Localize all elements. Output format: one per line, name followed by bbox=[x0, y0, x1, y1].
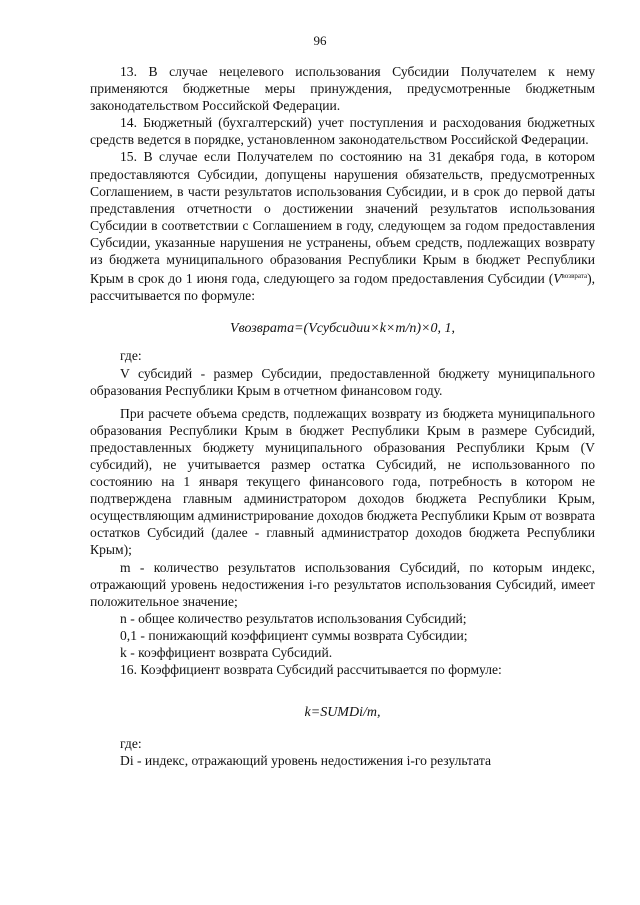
document-body bbox=[90, 63, 595, 769]
v-return-symbol: V bbox=[553, 271, 562, 287]
coefficient-formula-comma: , bbox=[376, 705, 381, 721]
paragraph-15-text: 15. В случае если Получателем по состоянию на 31 декабря года, в котором предоставляются Субсидии, допущены нарушения обязательств, предусмотренных Соглашением, в части результатов использования Субсидии, и в срок до первой даты представления отчетности о достижении значений результатов использования Субсидии в соответствии с Соглашением в году, следующем за годом предоставления Субсидии, указанные нарушения не устранены, объем средств, подлежащих возврату из бюджета муниципального образования Республики Крым в бюджет Республики Крым в срок до 1 июня года, следующего за годом предоставления Субсидии ( bbox=[90, 149, 595, 287]
v-return-subscript: возврата bbox=[561, 272, 588, 281]
definition-k: k - коэффициент возврата Субсидий. bbox=[120, 645, 333, 660]
coefficient-formula-expression: k=SUMDi/m bbox=[304, 705, 377, 721]
where-label-1: где: bbox=[120, 348, 142, 364]
definition-n: n - общее количество результатов использования Субсидий; bbox=[120, 610, 467, 626]
definition-v-subsidy: V субсидий - размер Субсидии, предоставленной бюджету муниципального образования Республики Крым в отчетном финансовом году. bbox=[90, 365, 595, 398]
paragraph-15-tail: ), рассчитывается по формуле: bbox=[90, 271, 595, 304]
return-formula-comma: , bbox=[451, 321, 455, 337]
paragraph-13: 13. В случае нецелевого использования Субсидии Получателем к нему применяются бюджетные меры принуждения, предусмотренные бюджетным законодательством Российской Федерации. bbox=[90, 64, 595, 114]
return-formula-expression: Vвозврата=(Vсубсидии×k×m/n)×0, 1 bbox=[230, 321, 452, 337]
return-formula bbox=[90, 320, 595, 337]
where-label-2: где: bbox=[120, 736, 142, 752]
page-number: 96 bbox=[313, 33, 327, 48]
coefficient-formula bbox=[90, 704, 595, 721]
definition-m: m - количество результатов использования Субсидий, по которым индекс, отражающий уровень недостижения i-го результатов использования Субсидий, имеет положительное значение; bbox=[90, 559, 595, 609]
definition-coefficient-01: 0,1 - понижающий коэффициент суммы возврата Субсидии; bbox=[120, 627, 468, 643]
paragraph-calculation: При расчете объема средств, подлежащих возврату из бюджета муниципального образования Республики Крым в бюджет Республики Крым в размере Субсидий, предоставленных бюджету муниципального образования Республики Крым (V субсидий), не учитывается размер остатка Субсидий, не использованного по состоянию на 1 января текущего финансового года, потребность в котором не подтверждена главным администратором доходов бюджета Республики Крым, осуществляющим администрирование доходов бюджета Республики Крым от возврата остатков Субсидий (далее - главный администратор доходов бюджета Республики Крым); bbox=[90, 405, 595, 558]
paragraph-16: 16. Коэффициент возврата Субсидий рассчитывается по формуле: bbox=[120, 662, 502, 678]
definition-di: Di - индекс, отражающий уровень недостижения i-го результата bbox=[120, 753, 491, 769]
paragraph-14: 14. Бюджетный (бухгалтерский) учет поступления и расходования бюджетных средств ведется в порядке, установленном законодательством Российской Федерации. bbox=[90, 115, 595, 148]
paragraph-15 bbox=[90, 148, 595, 304]
